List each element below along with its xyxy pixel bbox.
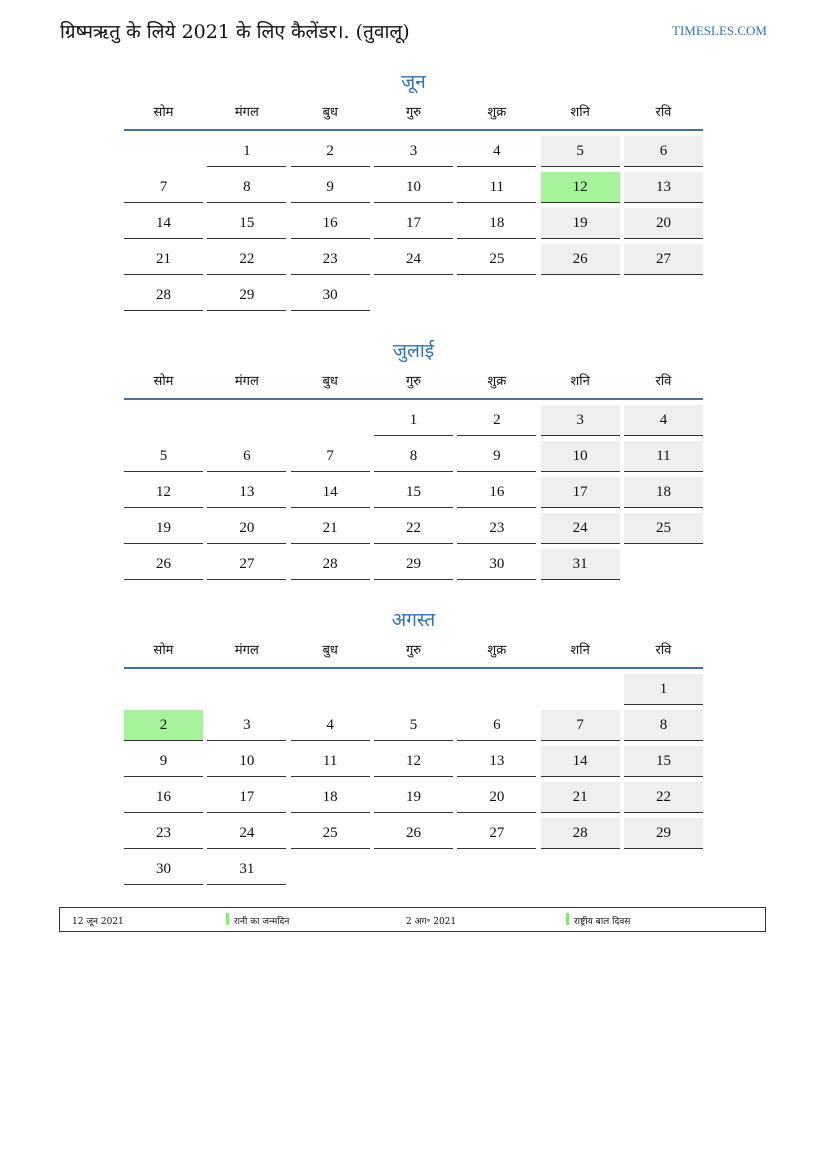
weekday-header <box>124 102 703 124</box>
day-cell[interactable]: 28 <box>124 280 203 311</box>
day-cell <box>457 280 536 311</box>
day-cell[interactable]: 3 <box>541 405 620 436</box>
weekday-header <box>124 640 703 662</box>
day-cell[interactable]: 11 <box>457 172 536 203</box>
day-cell[interactable]: 13 <box>207 477 286 508</box>
day-cell[interactable]: 31 <box>207 854 286 885</box>
weekday-label: गुरु <box>405 105 422 120</box>
day-cell <box>291 674 370 705</box>
day-cell[interactable]: 4 <box>457 136 536 167</box>
day-cell[interactable]: 27 <box>624 244 703 275</box>
day-cell[interactable]: 10 <box>374 172 453 203</box>
day-cell[interactable]: 24 <box>374 244 453 275</box>
weekday-label: बुध <box>322 105 338 120</box>
month-block <box>124 606 703 885</box>
day-cell[interactable]: 7 <box>124 172 203 203</box>
day-cell <box>624 549 703 580</box>
day-cell[interactable]: 23 <box>457 513 536 544</box>
weekday-label: गुरु <box>405 643 422 658</box>
day-cell[interactable]: 13 <box>457 746 536 777</box>
week-row <box>124 477 703 508</box>
day-cell[interactable]: 16 <box>457 477 536 508</box>
month-title: अगस्त <box>391 609 436 631</box>
weekday-label: शुक्र <box>487 643 507 658</box>
day-cell[interactable]: 30 <box>124 854 203 885</box>
day-cell[interactable]: 21 <box>291 513 370 544</box>
weekday-label: रवि <box>655 374 672 389</box>
day-cell[interactable]: 5 <box>541 136 620 167</box>
weekday-label: सोम <box>153 643 174 658</box>
day-cell <box>457 854 536 885</box>
day-cell[interactable]: 15 <box>207 208 286 239</box>
day-cell[interactable]: 20 <box>457 782 536 813</box>
weekday-label: रवि <box>655 105 672 120</box>
page-title: ग्रिष्मऋतु के लिये 2021 के लिए कैलेंडर।. (तुवालू) <box>60 21 410 43</box>
day-cell <box>291 405 370 436</box>
day-cell <box>207 674 286 705</box>
brand-link[interactable]: TIMESLES.COM <box>672 23 767 38</box>
day-cell[interactable]: 11 <box>624 441 703 472</box>
day-cell[interactable]: 7 <box>291 441 370 472</box>
weekday-label: बुध <box>322 643 338 658</box>
header-rule <box>124 667 703 669</box>
day-cell[interactable]: 27 <box>207 549 286 580</box>
week-row <box>124 710 703 741</box>
week-row <box>124 674 703 705</box>
day-cell[interactable]: 22 <box>624 782 703 813</box>
week-row <box>124 782 703 813</box>
day-cell[interactable]: 7 <box>541 710 620 741</box>
day-cell[interactable]: 2 <box>291 136 370 167</box>
month-title: जुलाई <box>392 340 435 362</box>
day-cell[interactable]: 15 <box>374 477 453 508</box>
day-cell[interactable]: 17 <box>374 208 453 239</box>
day-cell[interactable]: 28 <box>291 549 370 580</box>
day-cell <box>457 674 536 705</box>
week-row <box>124 244 703 275</box>
weekday-label: सोम <box>153 374 174 389</box>
week-row <box>124 136 703 167</box>
day-cell <box>374 280 453 311</box>
day-cell[interactable]: 2 <box>457 405 536 436</box>
week-row <box>124 405 703 436</box>
weekday-label: शुक्र <box>487 105 507 120</box>
day-cell[interactable]: 30 <box>457 549 536 580</box>
day-cell[interactable]: 14 <box>541 746 620 777</box>
weekday-label: सोम <box>153 105 174 120</box>
week-row <box>124 441 703 472</box>
day-cell[interactable]: 26 <box>374 818 453 849</box>
month-title: जून <box>401 71 426 93</box>
legend-date-1: 12 जून 2021 <box>72 917 124 927</box>
weekday-label: बुध <box>322 374 338 389</box>
day-cell <box>624 280 703 311</box>
day-cell[interactable]: 9 <box>457 441 536 472</box>
day-cell[interactable]: 1 <box>207 136 286 167</box>
day-cell[interactable]: 9 <box>291 172 370 203</box>
day-cell <box>124 674 203 705</box>
day-cell[interactable]: 8 <box>624 710 703 741</box>
day-cell[interactable]: 25 <box>624 513 703 544</box>
day-cell <box>374 854 453 885</box>
day-cell[interactable]: 17 <box>541 477 620 508</box>
day-cell[interactable]: 21 <box>124 244 203 275</box>
day-cell <box>624 854 703 885</box>
day-cell[interactable]: 19 <box>124 513 203 544</box>
day-cell[interactable]: 9 <box>124 746 203 777</box>
day-cell[interactable]: 22 <box>374 513 453 544</box>
day-cell[interactable]: 1 <box>624 674 703 705</box>
week-row <box>124 818 703 849</box>
day-cell <box>124 136 203 167</box>
day-cell[interactable]: 5 <box>374 710 453 741</box>
day-cell[interactable]: 18 <box>291 782 370 813</box>
legend-name-1: रानी का जन्मदिन <box>234 917 290 927</box>
day-cell[interactable]: 20 <box>624 208 703 239</box>
day-cell[interactable]: 29 <box>624 818 703 849</box>
week-row <box>124 549 703 580</box>
day-cell[interactable]: 19 <box>374 782 453 813</box>
day-cell[interactable]: 3 <box>207 710 286 741</box>
day-cell[interactable]: 1 <box>374 405 453 436</box>
day-cell[interactable]: 2 <box>124 710 203 741</box>
legend-mark-2 <box>566 913 569 925</box>
day-cell[interactable]: 21 <box>541 782 620 813</box>
day-cell <box>291 854 370 885</box>
week-row <box>124 854 703 885</box>
day-cell[interactable]: 12 <box>124 477 203 508</box>
weekday-label: गुरु <box>405 374 422 389</box>
month-block <box>124 337 703 580</box>
day-cell[interactable]: 10 <box>541 441 620 472</box>
legend-name-2: राष्ट्रीय बाल दिवस <box>574 917 631 927</box>
day-cell[interactable]: 4 <box>291 710 370 741</box>
header-rule <box>124 398 703 400</box>
day-cell[interactable]: 4 <box>624 405 703 436</box>
day-cell[interactable]: 10 <box>207 746 286 777</box>
month-block <box>124 68 703 311</box>
day-cell[interactable]: 28 <box>541 818 620 849</box>
day-cell[interactable]: 22 <box>207 244 286 275</box>
week-row <box>124 172 703 203</box>
weekday-label: रवि <box>655 643 672 658</box>
week-row <box>124 746 703 777</box>
holiday-legend <box>59 907 766 932</box>
day-cell[interactable]: 3 <box>374 136 453 167</box>
week-row <box>124 513 703 544</box>
day-cell[interactable]: 17 <box>207 782 286 813</box>
legend-date-2: 2 अग॰ 2021 <box>406 917 457 927</box>
day-cell[interactable]: 30 <box>291 280 370 311</box>
day-cell[interactable]: 24 <box>541 513 620 544</box>
week-row <box>124 208 703 239</box>
week-row <box>124 280 703 311</box>
day-cell[interactable]: 19 <box>541 208 620 239</box>
day-cell <box>541 280 620 311</box>
day-cell[interactable]: 26 <box>541 244 620 275</box>
day-cell[interactable]: 6 <box>457 710 536 741</box>
weekday-label: मंगल <box>234 374 259 389</box>
legend-mark-1 <box>226 913 229 925</box>
day-cell[interactable]: 18 <box>624 477 703 508</box>
day-cell[interactable]: 14 <box>124 208 203 239</box>
day-cell <box>541 674 620 705</box>
day-cell[interactable]: 24 <box>207 818 286 849</box>
header-rule <box>124 129 703 131</box>
day-cell[interactable]: 13 <box>624 172 703 203</box>
day-cell[interactable]: 11 <box>291 746 370 777</box>
day-cell[interactable]: 29 <box>374 549 453 580</box>
weekday-label: शनि <box>570 643 590 658</box>
day-cell[interactable]: 20 <box>207 513 286 544</box>
day-cell[interactable]: 14 <box>291 477 370 508</box>
day-cell <box>124 405 203 436</box>
day-cell[interactable]: 31 <box>541 549 620 580</box>
day-cell <box>207 405 286 436</box>
weekday-header <box>124 371 703 393</box>
day-cell[interactable]: 23 <box>124 818 203 849</box>
day-cell[interactable]: 25 <box>291 818 370 849</box>
day-cell[interactable]: 29 <box>207 280 286 311</box>
weekday-label: शनि <box>570 374 590 389</box>
day-cell[interactable]: 8 <box>374 441 453 472</box>
day-cell[interactable]: 6 <box>624 136 703 167</box>
day-cell[interactable]: 26 <box>124 549 203 580</box>
day-cell[interactable]: 5 <box>124 441 203 472</box>
day-cell[interactable]: 16 <box>124 782 203 813</box>
day-cell[interactable]: 25 <box>457 244 536 275</box>
day-cell <box>374 674 453 705</box>
day-cell[interactable]: 12 <box>374 746 453 777</box>
day-cell[interactable]: 18 <box>457 208 536 239</box>
weekday-label: मंगल <box>234 105 259 120</box>
day-cell[interactable]: 12 <box>541 172 620 203</box>
day-cell[interactable]: 6 <box>207 441 286 472</box>
day-cell[interactable]: 16 <box>291 208 370 239</box>
weekday-label: शुक्र <box>487 374 507 389</box>
weekday-label: शनि <box>570 105 590 120</box>
day-cell[interactable]: 8 <box>207 172 286 203</box>
day-cell[interactable]: 15 <box>624 746 703 777</box>
day-cell[interactable]: 23 <box>291 244 370 275</box>
day-cell <box>541 854 620 885</box>
day-cell[interactable]: 27 <box>457 818 536 849</box>
weekday-label: मंगल <box>234 643 259 658</box>
